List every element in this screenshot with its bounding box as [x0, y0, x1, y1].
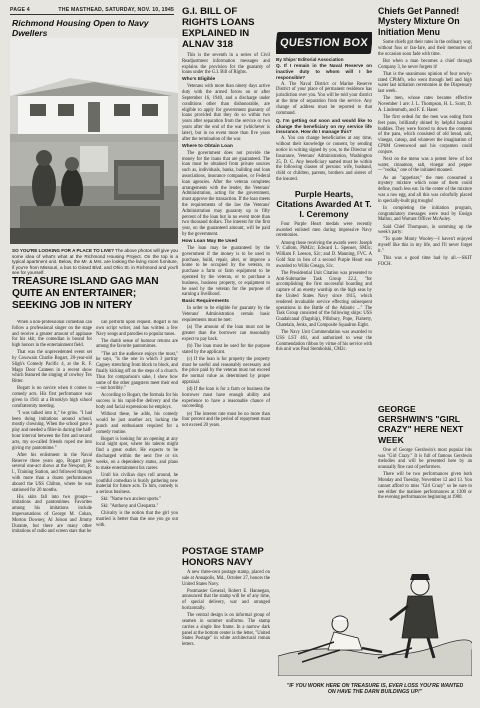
- page-number: PAGE 4: [10, 7, 30, 13]
- postage-story: [182, 546, 270, 706]
- gi-bill-p: This is the seventh in a series of Civil Readjustment information messages and explains the provision for the guaranty of loans under the G.I. Bill of Rights.: [182, 53, 270, 76]
- treasure-headline: TREASURE ISLAND GAG MAN QUITE AN ENTERTAINER; SEEKING JOB IN NITERY: [12, 276, 159, 311]
- gi-bill-p: (b) The loan must be used for the purpose stated by the applicant.: [182, 343, 270, 355]
- question-a: A. The Naval District or Marine Reserve District of your place of permanent residence has jurisdiction over you. You will be told your district at the time of separation from the service. Any change of address must be reported to that command.: [276, 81, 372, 116]
- masthead-rule: [10, 14, 174, 15]
- treasure-p: Ski: "Name two ancient sports.": [101, 497, 162, 503]
- postage-headline: POSTAGE STAMP HONORS NAVY: [182, 546, 264, 568]
- question-a: A. You can change beneficiaries at any time, without their knowledge or consent, by sending notice in writing signed by you, to the Director of Insurance, Veterans' Administration, Washington 25, D. C. Any beneficiary named must be within the following classes of persons: wife, husband, child or children, parents, brothers and sisters of the insured.: [276, 136, 372, 183]
- purple-p: The Navy Unit Commendation was awarded to USS LST 461, and authorized to wear the Commendation ribbon by virtue of his service with this unit was Paul Stembolski, CM2c.: [276, 330, 372, 353]
- treasure-p: "The act the audience enjoys the most," he says, "is the one in which I portray Cagney stretching from block to block, and finally kicking off on the steps of a church. Thus for comparison's sake, I show how some of the other gangsters meet their end —not horribly.": [96, 351, 178, 392]
- chiefs-column: [378, 6, 472, 400]
- treasure-p: "I was talked into it," he grins. "I had been doing imitations around school, mostly clowning. When the school gave a play and needed a filler-in during the half-hour interval between the first and second acts, my so-called friends roped me into giving my pantomime.": [12, 410, 92, 451]
- housing-photo-art: [10, 38, 178, 244]
- treasure-p: Bogart is looking for an opening at any local night spot, where his talents might find a great outlet. He expects to be discharged within the next five or six weeks, on a dependency status, and plans to make entertainment his career.: [96, 436, 178, 471]
- treasure-p: Without these, he adds, his comedy would be just another act, lacking the punch and enthusiasm required for a comedy routine.: [96, 412, 178, 435]
- chiefs-p: As an "appetizer," the men consumed a mystery mixture which none of them could define, much less eat. In the center of the mixture was a raw egg, and all this was colorfully placed in specially-built pig troughs!: [378, 175, 472, 204]
- cartoon-caption: "IF YOU WORK HERE ON TREASURE IS, EVER LOSS YOU'RE WANTED ON HAVE THE DARN BUILDINGS UP!": [286, 683, 464, 696]
- gi-bill-subhead: How Loan May Be Used: [182, 239, 238, 244]
- cartoon: [278, 546, 472, 704]
- chiefs-headline: Chiefs Get Panned! Mystery Mixture On Initiation Menu: [378, 6, 460, 37]
- treasure-p: According to Bogart, the formula for his success is his rapid-fire delivery and the body and facial expressions he employs.: [96, 393, 178, 411]
- question-byline: By Ships' Editorial Association: [276, 57, 344, 62]
- gi-bill-headline: G.I. BILL OF RIGHTS LOANS EXPLAINED IN ALNAV 318: [182, 6, 255, 50]
- gershwin-p: One of George Gershwin's most popular hits was "Girl Crazy." It is full of famous Gershwin melodies and will be presented here by an unusually fine cast of performers.: [378, 447, 472, 471]
- gi-bill-p: Veterans with more than ninety days active duty with the armed forces on or after September 16, 1940, and a discharge under conditions other than dishonorable, are eligible to apply for government guaranty of loans provided that they do so within two years after separation from the service or two years after the end of the war (whichever is later), but in no event more than five years after the termination of the war.: [182, 84, 270, 142]
- gi-bill-subhead: Who's Eligible: [182, 77, 216, 83]
- chiefs-p: Said Chief Thompson, in summing up the week's party:: [378, 224, 472, 236]
- gi-bill-p: (d) If the loan is for a farm or business the borrower must have enough ability and experience to have a reasonable chance of succeeding.: [182, 387, 270, 410]
- gi-bill-p: (a) The amount of the loan must not be greater than the borrower can reasonably expect to pay back.: [182, 325, 270, 342]
- treasure-p: The dumb sense of humour returns are among the favorite pantomimes.: [96, 338, 178, 350]
- gershwin-p: There will be two performances given both Monday and Tuesday, November 12 and 13. You cannot afford to miss "Girl Crazy" so be sure to see either the matinee performances at 1300 or the evening performances beginning at 1900.: [378, 472, 472, 501]
- purple-headline: Purple Hearts, Citations Awarded At T. I. Ceremony: [276, 188, 372, 219]
- masthead: [10, 6, 174, 14]
- photo-caption-lead: SO YOU'RE LOOKING FOR A PLACE TO LIVE?: [12, 248, 114, 253]
- treasure-col-1: [12, 320, 92, 706]
- treasure-p: can perform upon request. Bogart is his own script writer, and has written a few Navy songs and parodies to popular tunes.: [96, 320, 178, 337]
- treasure-col-2: [96, 320, 178, 706]
- gi-bill-p: In order to be eligible for guaranty by the Veterans' Administration certain basic requirements must be met:: [182, 306, 270, 324]
- postage-p: The central design is on informal group of seamen in summer uniforms. The stamp carries a single line frame. In a narrow dark panel at the bottom center is the letter, "United States Postage" in white architectural roman letters.: [182, 613, 270, 648]
- treasure-p: Ski: "Anthony and Cleopatra.": [101, 504, 159, 510]
- gi-bill-p: (e) The interest rate must be no more than four percent and the period of repayment must not exceed 20 years.: [182, 411, 270, 429]
- richmond-headline: Richmond Housing Open to Navy Dwellers: [12, 18, 149, 38]
- question-body: [276, 57, 372, 183]
- gershwin-headline: GEORGE GERSHWIN'S "GIRL CRAZY" HERE NEXT WEEK: [378, 404, 464, 445]
- treasure-p: That was the unprecedented event set by Coxswain Charlie Bogart, 28-year-old Sligh's Comedy Pacific 4, at the R. F. Mago Door Canteen in a recent show which featured the singing of cowboy Tex Ritter.: [12, 350, 92, 385]
- photo-caption-text: The above photos will give you some idea of what's what at the Richmond Housing Project. On the top is a typical apartment unit. Below, the Mr. & Mrs. are looking the living room furniture, if you're from Missouri, a bus to Girard Blvd. and Ohio St. in Richmond and you'll see for yourself.: [12, 248, 178, 276]
- purple-p: The Presidential Unit Citation was presented to Anti-Submarine Task Group 22.2, "for accomplishing the first successful boarding and capture of an enemy warship on the high seas by the United States Navy since 1815, which rendered invaluable service effecting subsequent operations in the Battle of the Atlantic ..." The Task Group consisted of the following ships: USS Guadalcanal (flagship), Pillsbury, Pope, Flaherty, Chatelain, Jenks, and Composite Squadron Eight.: [276, 270, 372, 328]
- purple-body: [276, 222, 372, 353]
- purple-p: Among those receiving the awards were: Joseph V. Cullom, PhM2c; Edward L. Spenser, SM3c; William F. Leeson, S2c; and D. Manning, FVC. A Gold Star in lieu of a second Purple Heart was awarded to Willis Greaga, S1c.: [276, 240, 372, 269]
- treasure-p: Chivalry is the notion that the girl you married is better than the one you go out with.: [96, 511, 178, 528]
- chiefs-p: In completing the initiation program, congratulatory messages were read by Ensign Mallon, and Warrant Officer McAuley.: [378, 205, 472, 223]
- chiefs-p: This was a good time had by all.—SKIT FOCH.: [378, 256, 472, 267]
- chiefs-p: The first ordeal for the men was eating from feet pans, brilliantly shined by helpful hospital buddies. They were forced to down the contents of the pans, which consisted of old bread, salt, vinegar, catsup, and whatever the imagination of CPhM Greenwood and his corpsmen could conjure.: [378, 114, 472, 155]
- treasure-p: Bogart is no novice when it comes to comedy acts. His first performance was given in 1941 at a Brooklyn high school comfraternity meeting.: [12, 386, 92, 409]
- chiefs-p: Some chiefs got their rates in the ordinary way, without fuss or fan-fare, and their memories of the occasion soon fade with time.: [378, 40, 472, 57]
- gi-bill-subhead: Basic Requirements: [182, 299, 230, 305]
- question-box-banner: QUESTION BOX: [276, 32, 372, 54]
- purple-p: Four Purple Heart medals were recently awarded enlisted men during impressive Navy ceremonies.: [276, 221, 372, 239]
- treasure-p: After his enlistment in the Naval Reserve three years ago, Bogart gave several one-act shows at the Newport, R. I., Training Station, and followed through with more than a dozen performances aboard the USS Chilton, where he was stationed for 20 months.: [12, 452, 92, 493]
- treasure-p: His skits fall into two groups—imitations and pantomimes. Favorites among his imitations include impersonations of George M. Cohan, Morton Downey, Al Jolson and Jimmy Durante, but there are many other imitations of radio and screen stars that he: [12, 494, 92, 535]
- chiefs-p: "To quote Monty Wooley—I haven't enjoyed myself like this in my life, and I'll never forget it.": [378, 237, 472, 254]
- cartoon-drawing: [278, 546, 472, 676]
- masthead-title: THE MASTHEAD, SATURDAY, NOV. 10, 1945: [58, 7, 174, 13]
- chiefs-p: The men, whose rates became effective November 1 are: J. L. Thompson, H. L. Scott, D. A. Lindenmuth, and F. E. Haser.: [378, 96, 472, 113]
- postage-p: Postmaster General, Robert E. Hannegan, announced that the stamp will be of any time, of special delivery, war and arranged horizontally.: [182, 588, 270, 612]
- chiefs-p: That is the unanimous opinion of four newly-rated CPhM's, who went through hell and high water last initiation ceremonies in the Dispensary last week.: [378, 71, 472, 95]
- question-q: Q. If I remain in the Naval Reserve on inactive duty to whom will I be responsible?: [276, 63, 372, 80]
- chiefs-p: Next on the menu was a potent brew of hot water, cinnamon, salt, vinegar and pepper—"vodka," one of the initiated moaned.: [378, 156, 472, 174]
- gershwin-story: [378, 404, 472, 534]
- treasure-p: When a non-professional comedian can follow a professional singer on the stage and receive a greater amount of applause for his skit, the comedian is bound for high honors in the entertainment field.: [12, 320, 92, 349]
- photo-caption: [12, 248, 178, 276]
- postage-p: A new three-cent postage stamp, placed on sale at Annapolis, Md., October 27, honors the United States Navy.: [182, 570, 270, 587]
- chiefs-p: But when a man becomes a chief through Company 3, he never forgets it!: [378, 58, 472, 70]
- question-q: Q. I'm getting out soon and would like to change the beneficiary on my service life insurance. How do I manage this?: [276, 117, 372, 135]
- gi-bill-p: (c) If the loan is for property the property must be useful and reasonably necessary and the price paid by the veteran must not exceed the normal value as determined by proper appraisal.: [182, 356, 270, 385]
- gi-bill-subhead: Where to Obtain Loan: [182, 143, 233, 149]
- housing-photo: [10, 38, 178, 244]
- gi-bill-p: The loan may be guaranteed by the government if the money is to be used to purchase, build, repair, alter, or improve a home to be occupied by the veteran, to purchase a farm or farm equipment to be operated by the veteran, or to purchase a business, business property, or equipment to be used by the veteran for the purpose of earning a livelihood.: [182, 246, 270, 298]
- treasure-p: Until his civilian days roll around, he youthful comedian is busily gathering new material for future acts. To him, comedy is a serious business.: [96, 472, 178, 496]
- gi-bill-p: The government does not provide the money for the loans that are guaranteed. The loan must be obtained from private sources such as, individuals, banks, building and loan associations, insurance companies, or Federal loan agencies. After the veteran completes arrangements with the lender, the Veterans' Administration, acting for the government, must approve the transaction. If the loan meets the requirements of the law the Veterans' Administration may guaranty up to fifty percent of the loan but in no event more than two thousand dollars. The interest for the first year, on the guaranteed amount, will be paid by the government.: [182, 150, 270, 237]
